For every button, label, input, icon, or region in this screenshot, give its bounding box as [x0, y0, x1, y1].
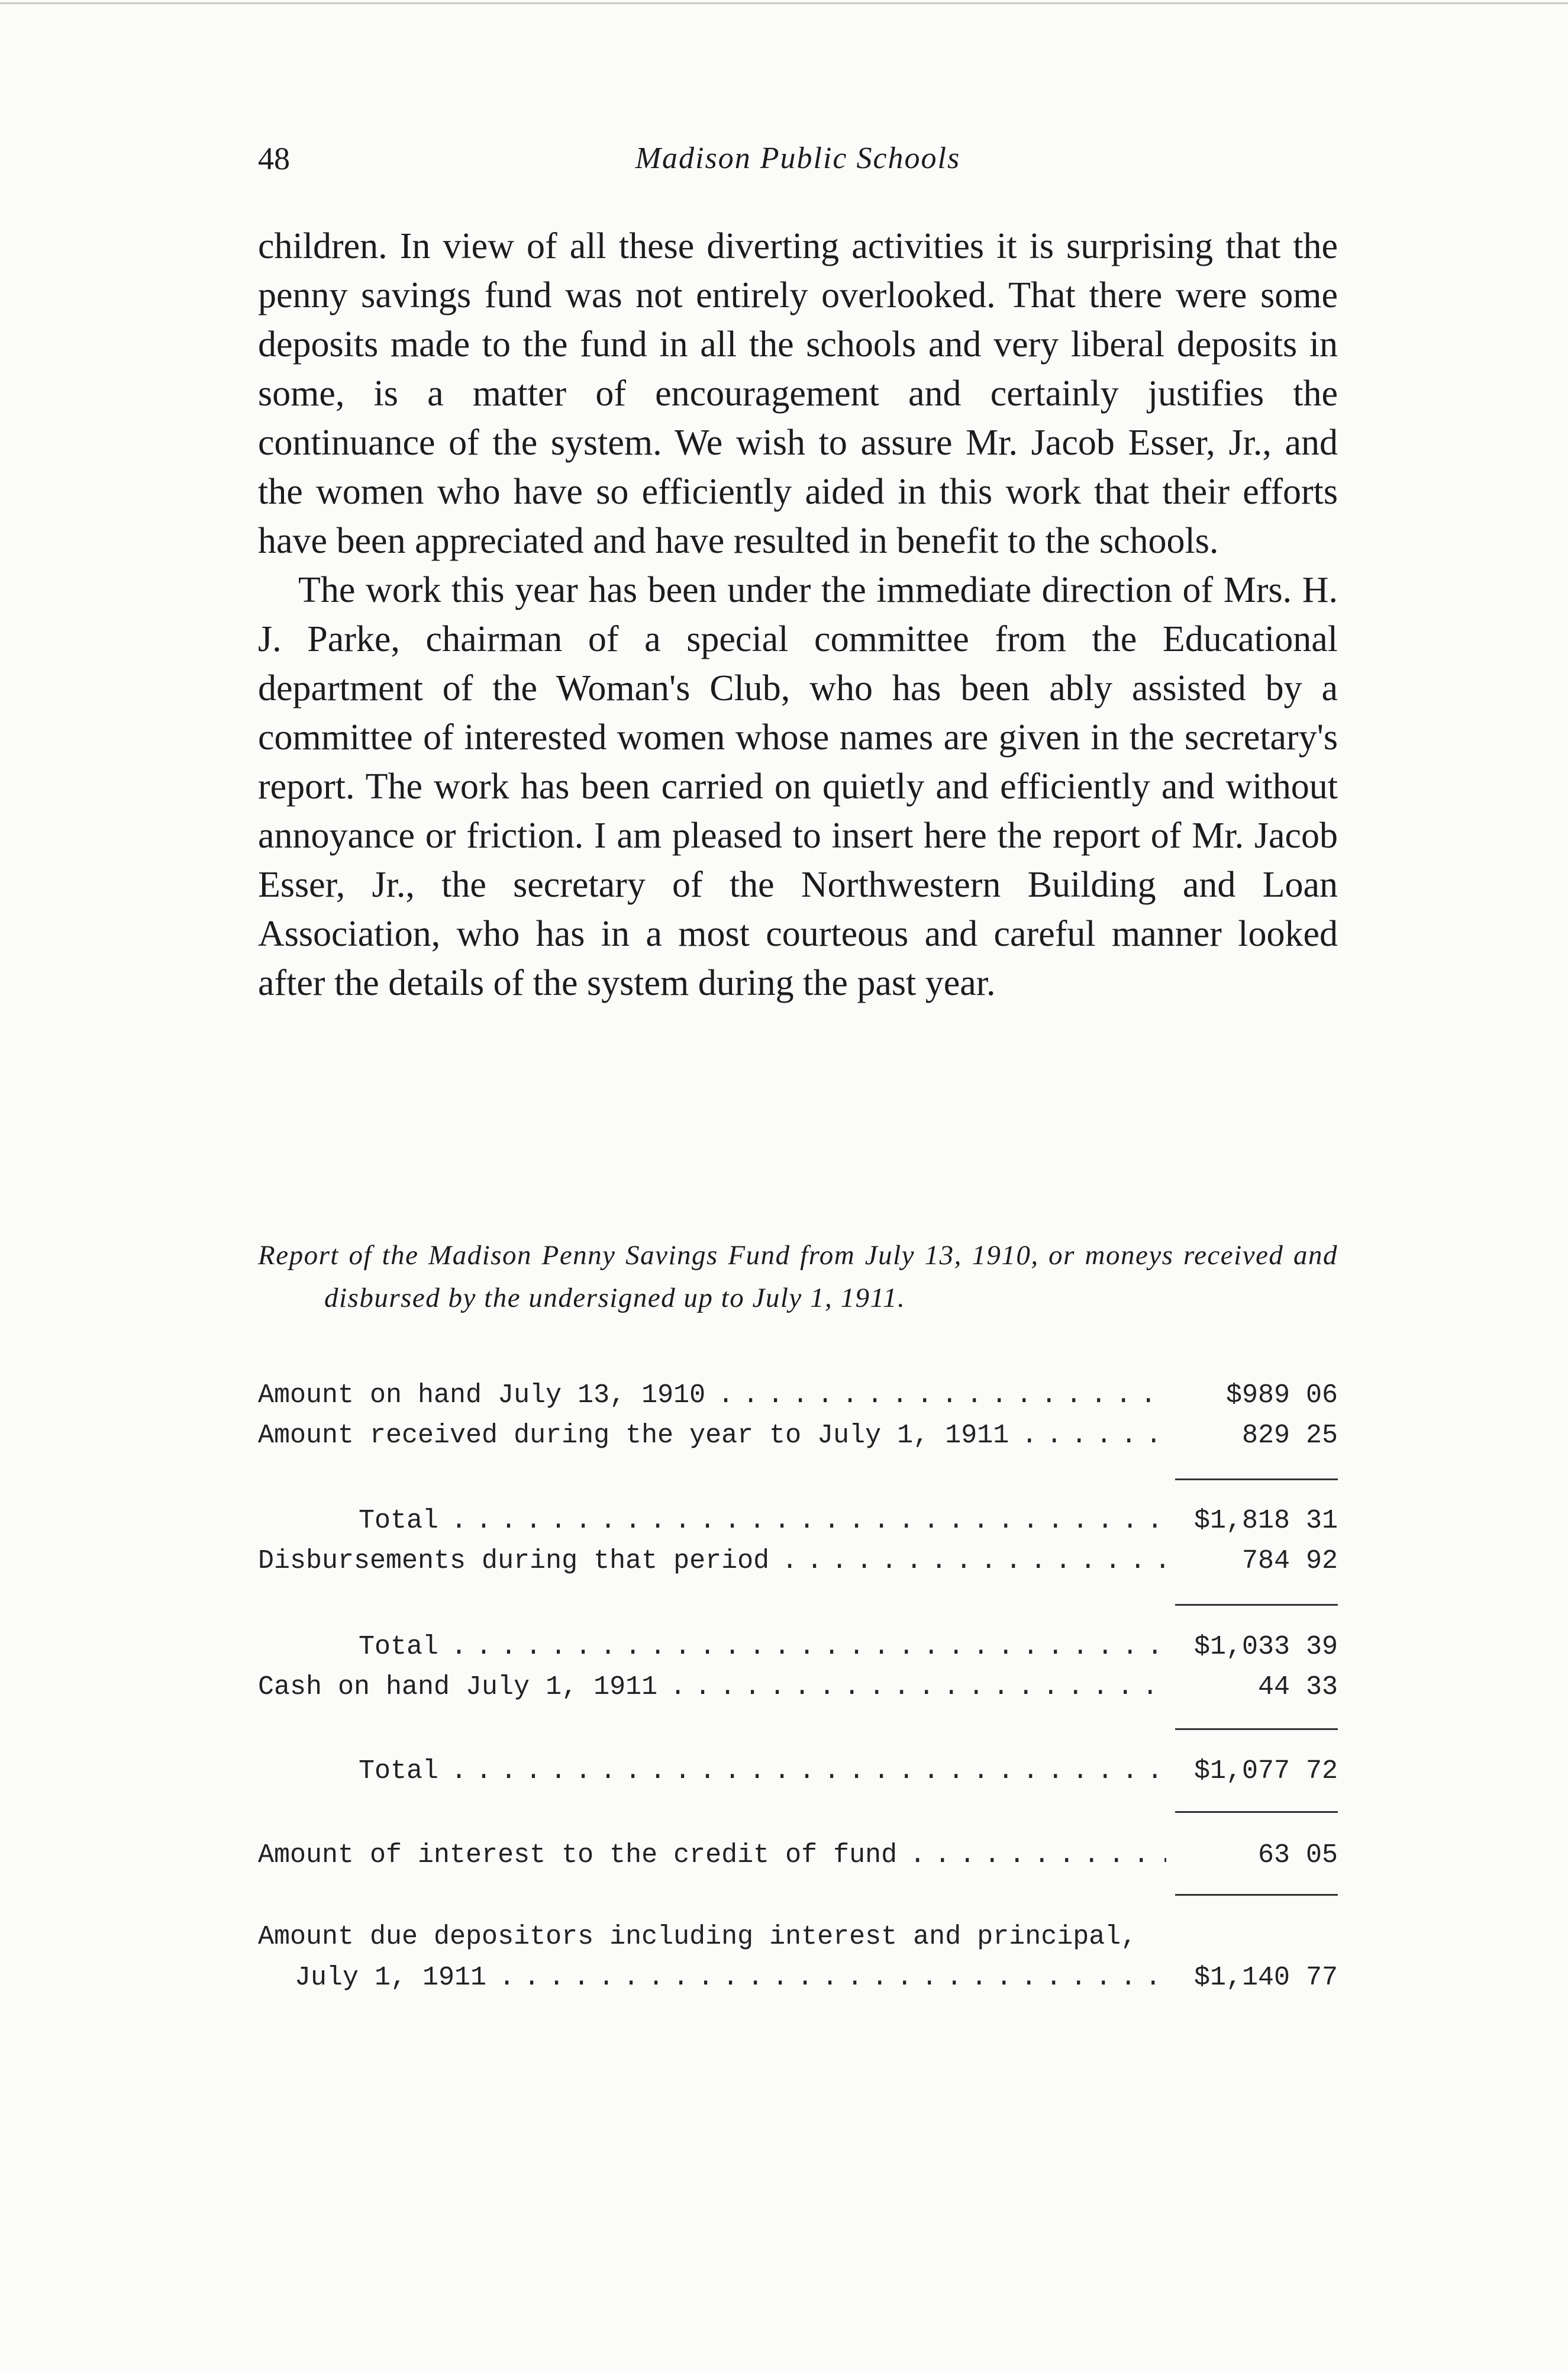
ledger-label: Cash on hand July 1, 1911 . . . — [258, 1667, 1166, 1708]
ledger-label: Total . . . — [359, 1500, 1166, 1542]
page-header — [258, 135, 1338, 182]
ledger-label: Amount due depositors including interest and principal, — [258, 1922, 1137, 1952]
top-edge-rule — [0, 2, 1568, 4]
ledger-row-amount-due-date — [258, 1957, 1338, 1999]
ledger-row-total-3 — [258, 1751, 1338, 1792]
ledger-label: Total . . . — [359, 1751, 1166, 1792]
paragraph-2: The work this year has been under the immediate direction of Mrs. H. J. Parke, chairman of a special committee from the Educational department of the Woman's Club, who has been ably assisted by a committee of interested women whose names are given in the secretary's report. The work has been carried on quietly and efficiently and without annoyance or friction. I am pleased to insert here the report of Mr. Jacob Esser, Jr., the secretary of the Northwestern Building and Loan Association, who has in a most courteous and careful manner looked after the details of the system during the past year. — [258, 570, 1338, 1003]
ledger-row-interest — [258, 1835, 1338, 1876]
sum-rule — [1175, 1478, 1338, 1480]
ledger-row-cash-on-hand — [258, 1667, 1338, 1708]
paragraph-1: children. In view of all these diverting activities it is surprising that the penny savings fund was not entirely overlooked. That there were some deposits made to the fund in all the schools and very liberal deposits in some, is a matter of encouragement and certainly justifies the continuance of the system. We wish to assure Mr. Jacob Esser, Jr., and the women who have so efficiently aided in this work that their efforts have been appreciated and have resulted in benefit to the schools. — [258, 226, 1338, 561]
ledger-amount: $1,818 31 — [1193, 1506, 1338, 1536]
ledger-label: Amount on hand July 13, 1910 . . . — [258, 1375, 1166, 1416]
ledger-row-disbursements — [258, 1541, 1338, 1582]
ledger-amount: 63 05 — [1257, 1840, 1338, 1870]
ledger-row-total-2 — [258, 1626, 1338, 1668]
ledger-row-amount-on-hand — [258, 1375, 1338, 1416]
page-number: 48 — [258, 141, 290, 176]
ledger-amount: $989 06 — [1225, 1380, 1338, 1410]
body-text — [258, 222, 1338, 1008]
running-title: Madison Public Schools — [635, 141, 961, 175]
ledger-row-amount-received — [258, 1415, 1338, 1457]
ledger-amount: 784 92 — [1241, 1546, 1338, 1576]
ledger-amount: $1,033 39 — [1193, 1632, 1338, 1662]
ledger-amount: 44 33 — [1257, 1672, 1338, 1702]
ledger-amount: 829 25 — [1241, 1420, 1338, 1451]
sum-rule — [1175, 1604, 1338, 1606]
ledger-amount: $1,140 77 — [1193, 1963, 1338, 1993]
ledger-label: Disbursements during that period . . . — [258, 1541, 1166, 1582]
ledger-label: Total . . . — [359, 1626, 1166, 1668]
sum-rule — [1175, 1811, 1338, 1813]
ledger-label: Amount of interest to the credit of fund . . . — [258, 1835, 1166, 1876]
sum-rule — [1175, 1728, 1338, 1730]
ledger-row-total-1 — [258, 1500, 1338, 1542]
ledger-label: July 1, 1911 . . . — [295, 1957, 1166, 1999]
sum-rule — [1175, 1894, 1338, 1896]
ledger-amount: $1,077 72 — [1193, 1756, 1338, 1786]
report-caption: Report of the Madison Penny Savings Fund from July 13, 1910, or moneys received and disbursed by the undersigned up to July 1, 1911. — [258, 1240, 1338, 1313]
ledger-row-amount-due — [258, 1916, 1338, 1958]
ledger-label: Amount received during the year to July 1, 1911 . . . — [258, 1415, 1166, 1457]
